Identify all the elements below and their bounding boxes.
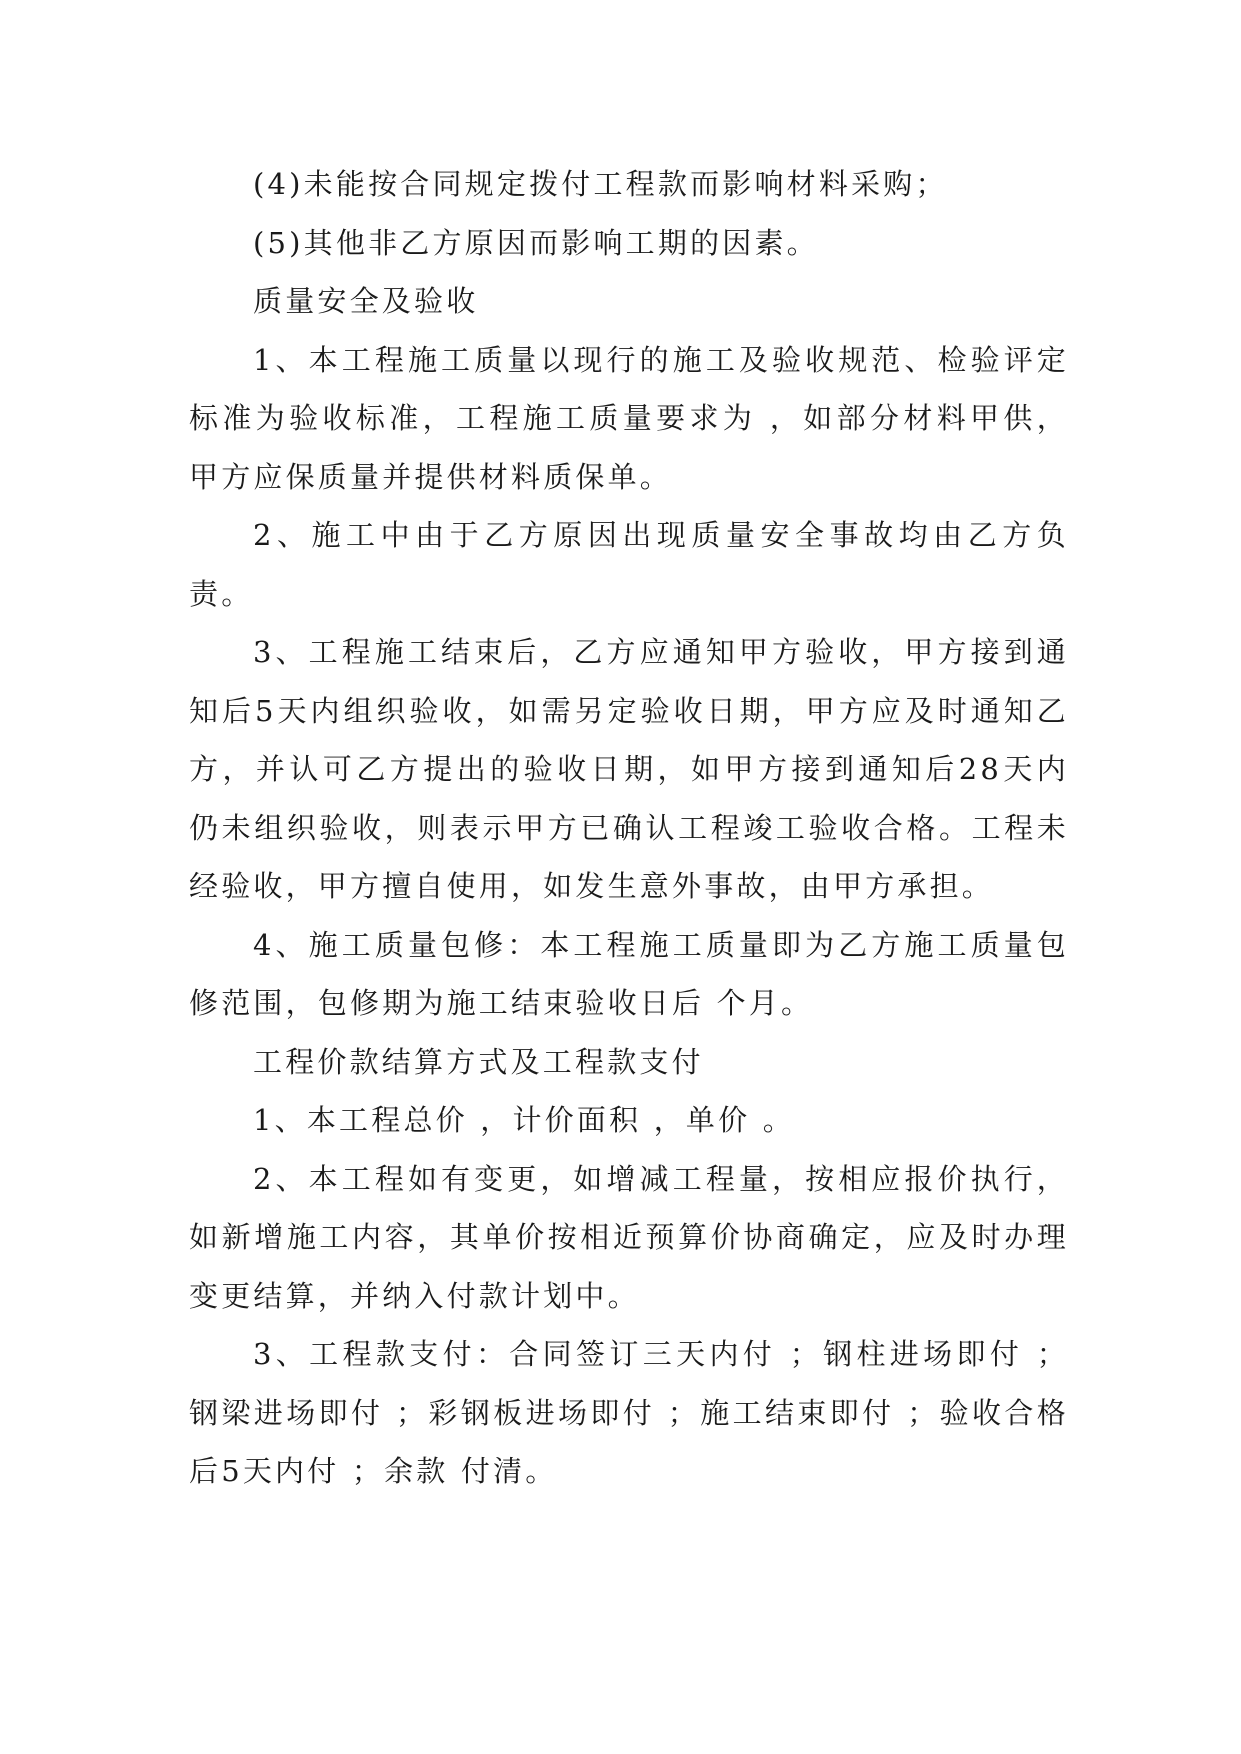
section-heading-payment: 工程价款结算方式及工程款支付 bbox=[253, 1044, 704, 1079]
section-heading-quality: 质量安全及验收 bbox=[253, 284, 479, 318]
paragraph-item-4: (4)未能按合同规定拨付工程款而影响材料采购； bbox=[253, 167, 948, 201]
paragraph-item-5: (5)其他非乙方原因而影响工期的因素。 bbox=[253, 225, 819, 260]
paragraph-payment-1: 1、本工程总价 ，计价面积 ，单价 。 bbox=[253, 1103, 795, 1137]
paragraph-quality-2: 2、施工中由于乙方原因出现质量安全事故均由乙方负责。 bbox=[189, 518, 1069, 611]
paragraph-quality-1: 1、本工程施工质量以现行的施工及验收规范、检验评定标准为验收标准，工程施工质量要求为 ，如部分材料甲供，甲方应保质量并提供材料质保单。 bbox=[189, 342, 1069, 494]
document-body bbox=[189, 155, 1069, 1501]
paragraph-quality-3: 3、工程施工结束后，乙方应通知甲方验收，甲方接到通知后5天内组织验收，如需另定验收日期，甲方应及时通知乙方，并认可乙方提出的验收日期，如甲方接到通知后28天内仍未组织验收，则表示甲方已确认工程竣工验收合格。工程未经验收，甲方擅自使用，如发生意外事故，由甲方承担。 bbox=[189, 635, 1069, 903]
paragraph-quality-4: 4、施工质量包修：本工程施工质量即为乙方施工质量包修范围，包修期为施工结束验收日后 个月。 bbox=[189, 927, 1069, 1020]
paragraph-payment-2: 2、本工程如有变更，如增减工程量，按相应报价执行，如新增施工内容，其单价按相近预算价协商确定，应及时办理变更结算，并纳入付款计划中。 bbox=[189, 1161, 1069, 1313]
paragraph-payment-3: 3、工程款支付：合同签订三天内付 ；钢柱进场即付 ；钢梁进场即付 ；彩钢板进场即付 ；施工结束即付 ；验收合格后5天内付 ；余款 付清。 bbox=[189, 1337, 1069, 1488]
